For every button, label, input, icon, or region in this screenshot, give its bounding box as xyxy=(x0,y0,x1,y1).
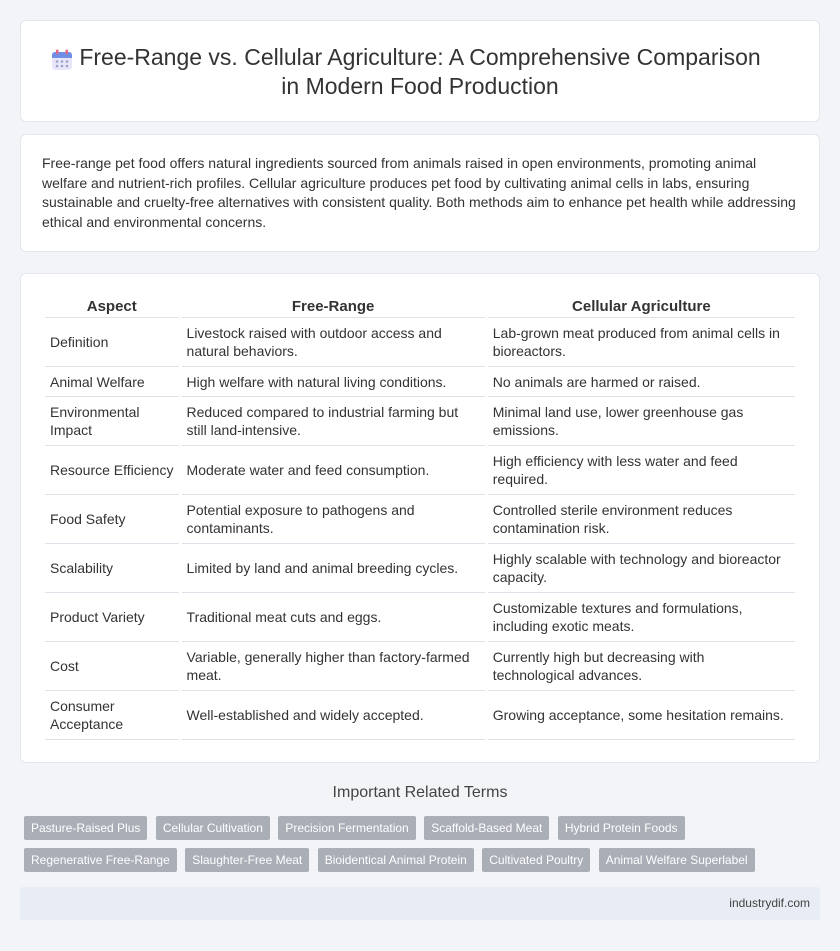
cell-cellular: Controlled sterile environment reduces contamination risk. xyxy=(488,495,795,544)
tag-pasture-raised-plus[interactable]: Pasture-Raised Plus xyxy=(24,816,147,840)
cell-cellular: High efficiency with less water and feed required. xyxy=(488,446,795,495)
cell-aspect: Consumer Acceptance xyxy=(45,691,179,740)
comparison-card xyxy=(20,273,820,763)
cell-free-range: Reduced compared to industrial farming but still land-intensive. xyxy=(182,397,485,446)
cell-aspect: Food Safety xyxy=(45,495,179,544)
cell-free-range: Livestock raised with outdoor access and natural behaviors. xyxy=(182,318,485,367)
cell-free-range: Moderate water and feed consumption. xyxy=(182,446,485,495)
tag-regenerative-free-range[interactable]: Regenerative Free-Range xyxy=(24,848,177,872)
page-title xyxy=(21,43,819,101)
header-cellular-agriculture: Cellular Agriculture xyxy=(488,296,795,318)
page-title-line1: Free-Range vs. Cellular Agriculture: A Comprehensive Comparison xyxy=(79,44,761,70)
tag-animal-welfare-superlabel[interactable]: Animal Welfare Superlabel xyxy=(599,848,755,872)
cell-free-range: Well-established and widely accepted. xyxy=(182,691,485,740)
table-row xyxy=(45,446,795,495)
title-card xyxy=(20,20,820,122)
cell-aspect: Resource Efficiency xyxy=(45,446,179,495)
footer xyxy=(20,887,820,920)
cell-aspect: Definition xyxy=(45,318,179,367)
cell-free-range: Variable, generally higher than factory-farmed meat. xyxy=(182,642,485,691)
cell-free-range: Limited by land and animal breeding cycles. xyxy=(182,544,485,593)
tag-slaughter-free-meat[interactable]: Slaughter-Free Meat xyxy=(185,848,309,872)
cell-aspect: Cost xyxy=(45,642,179,691)
page-title-line2: in Modern Food Production xyxy=(281,73,559,99)
cell-cellular: Growing acceptance, some hesitation remains. xyxy=(488,691,795,740)
tag-cellular-cultivation[interactable]: Cellular Cultivation xyxy=(156,816,270,840)
tag-hybrid-protein-foods[interactable]: Hybrid Protein Foods xyxy=(558,816,685,840)
cell-aspect: Product Variety xyxy=(45,593,179,642)
cell-cellular: Lab-grown meat produced from animal cells in bioreactors. xyxy=(488,318,795,367)
intro-paragraph: Free-range pet food offers natural ingredients sourced from animals raised in open environments, promoting animal welfare and nutrient-rich profiles. Cellular agriculture produces pet food by cultivating animal cells in labs, ensuring sustainable and cruelty-free alternatives with consistent quality. Both methods aim to enhance pet health while addressing ethical and environmental concerns. xyxy=(42,155,796,230)
table-row xyxy=(45,691,795,740)
tag-row xyxy=(24,848,814,880)
table-row xyxy=(45,397,795,446)
table-row xyxy=(45,642,795,691)
cell-free-range: Traditional meat cuts and eggs. xyxy=(182,593,485,642)
footer-site-link[interactable]: industrydif.com xyxy=(729,896,810,910)
cell-cellular: Customizable textures and formulations, including exotic meats. xyxy=(488,593,795,642)
table-row xyxy=(45,495,795,544)
cell-aspect: Environmental Impact xyxy=(45,397,179,446)
table-row xyxy=(45,544,795,593)
cell-aspect: Scalability xyxy=(45,544,179,593)
cell-cellular: Currently high but decreasing with technological advances. xyxy=(488,642,795,691)
table-row xyxy=(45,367,795,397)
table-header-row xyxy=(45,296,795,318)
tag-row xyxy=(24,816,814,848)
table-row xyxy=(45,593,795,642)
header-aspect: Aspect xyxy=(45,296,179,318)
tag-bioidentical-animal-protein[interactable]: Bioidentical Animal Protein xyxy=(318,848,474,872)
cell-cellular: Highly scalable with technology and bioreactor capacity. xyxy=(488,544,795,593)
related-terms-title: Important Related Terms xyxy=(332,784,508,801)
cell-aspect: Animal Welfare xyxy=(45,367,179,397)
cell-free-range: Potential exposure to pathogens and contaminants. xyxy=(182,495,485,544)
tag-precision-fermentation[interactable]: Precision Fermentation xyxy=(278,816,415,840)
intro-card xyxy=(20,134,820,252)
header-free-range: Free-Range xyxy=(182,296,485,318)
comparison-table xyxy=(42,296,798,740)
cell-free-range: High welfare with natural living conditions. xyxy=(182,367,485,397)
tag-scaffold-based-meat[interactable]: Scaffold-Based Meat xyxy=(424,816,549,840)
related-terms-tags xyxy=(24,816,814,880)
tag-cultivated-poultry[interactable]: Cultivated Poultry xyxy=(482,848,590,872)
cell-cellular: Minimal land use, lower greenhouse gas emissions. xyxy=(488,397,795,446)
cell-cellular: No animals are harmed or raised. xyxy=(488,367,795,397)
table-row xyxy=(45,318,795,367)
